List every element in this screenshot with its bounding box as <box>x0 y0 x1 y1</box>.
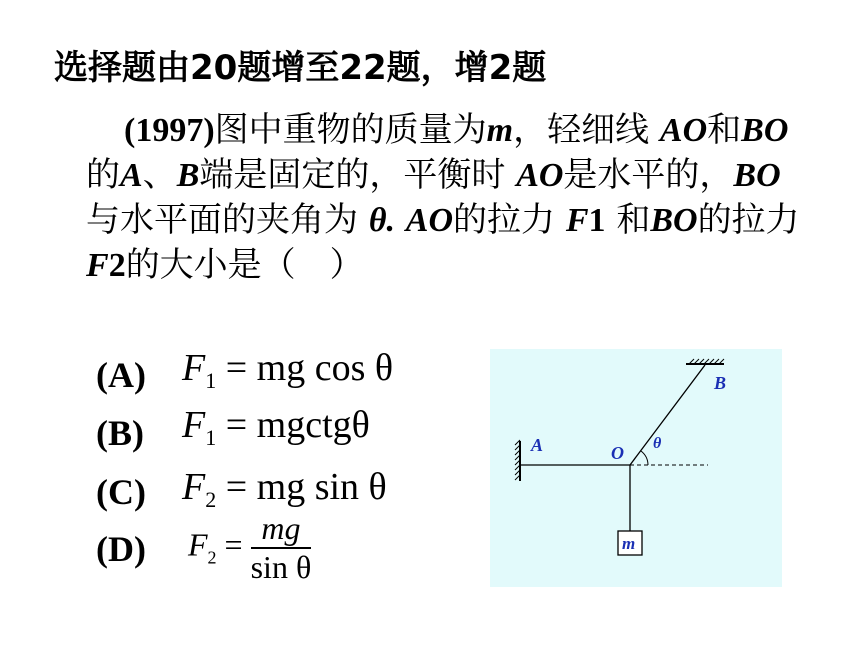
var-f2: F <box>86 247 109 284</box>
var-bo: BO <box>650 202 698 239</box>
label-m: m <box>622 534 636 553</box>
formula-var: F <box>182 466 206 508</box>
var-f2-index: 2 <box>108 247 126 284</box>
question-fragment: ，轻细线 <box>513 110 650 150</box>
formula-var: F <box>188 526 208 563</box>
option-b-label: (B) <box>96 413 144 453</box>
question-fragment: 是水平的， <box>563 155 734 195</box>
formula-var: F <box>182 404 206 446</box>
var-bo: BO <box>741 112 789 149</box>
option-d-label: (D) <box>96 529 146 569</box>
page-title: 选择题由20题增至22题，增2题 <box>54 48 547 88</box>
formula-subscript: 2 <box>205 487 217 512</box>
var-ao: AO <box>659 112 708 149</box>
option-a-formula <box>182 346 393 394</box>
rope-bo <box>630 365 705 465</box>
option-c-formula <box>182 465 387 513</box>
fraction-numerator: mg <box>251 510 312 549</box>
label-a: A <box>531 435 544 455</box>
question-fragment: 的拉力 <box>453 200 566 240</box>
question-fragment: 与水平面的夹角为 <box>86 200 358 240</box>
question-fragment: 和 <box>605 200 651 240</box>
formula-rhs: = mgctgθ <box>225 404 370 446</box>
formula-subscript: 2 <box>207 547 217 568</box>
question-fragment: 端是固定的，平衡时 <box>199 155 506 195</box>
label-b: B <box>714 373 727 393</box>
question-fragment: 的大小是（ ） <box>125 245 364 285</box>
formula-subscript: 1 <box>205 368 217 393</box>
formula-rhs: = mg cos θ <box>225 347 394 389</box>
question-fragment: 、 <box>142 155 177 195</box>
question-fragment: 图中重物的质量为 <box>214 110 487 150</box>
option-c-label: (C) <box>96 472 146 512</box>
figure-diagram <box>490 349 782 587</box>
var-f1: F <box>565 202 589 239</box>
var-ao: AO <box>405 202 454 239</box>
var-a: A <box>120 157 143 194</box>
var-m: m <box>486 112 514 149</box>
option-b-formula <box>182 403 370 451</box>
label-o: O <box>611 443 624 463</box>
var-ao: AO <box>516 157 564 194</box>
option-d-formula <box>188 510 311 586</box>
formula-subscript: 1 <box>205 425 217 450</box>
formula-fraction <box>251 510 312 586</box>
physics-figure <box>490 349 782 587</box>
formula-rhs: = mg sin θ <box>225 466 387 508</box>
formula-equals: = <box>224 526 243 563</box>
fraction-denominator: sin θ <box>250 549 312 585</box>
var-bo: BO <box>733 157 781 194</box>
question-fragment: 的拉力 <box>697 200 800 240</box>
label-theta: θ <box>653 435 662 452</box>
question-text <box>86 108 806 288</box>
var-f1-index: 1 <box>588 202 606 239</box>
formula-var: F <box>182 347 206 389</box>
option-a-label: (A) <box>96 355 146 395</box>
question-fragment: 的 <box>86 155 120 195</box>
angle-arc <box>641 451 648 465</box>
var-b: B <box>176 157 200 194</box>
var-theta: θ. <box>368 202 395 239</box>
question-fragment: 和 <box>707 110 742 150</box>
question-year: (1997) <box>124 112 215 149</box>
